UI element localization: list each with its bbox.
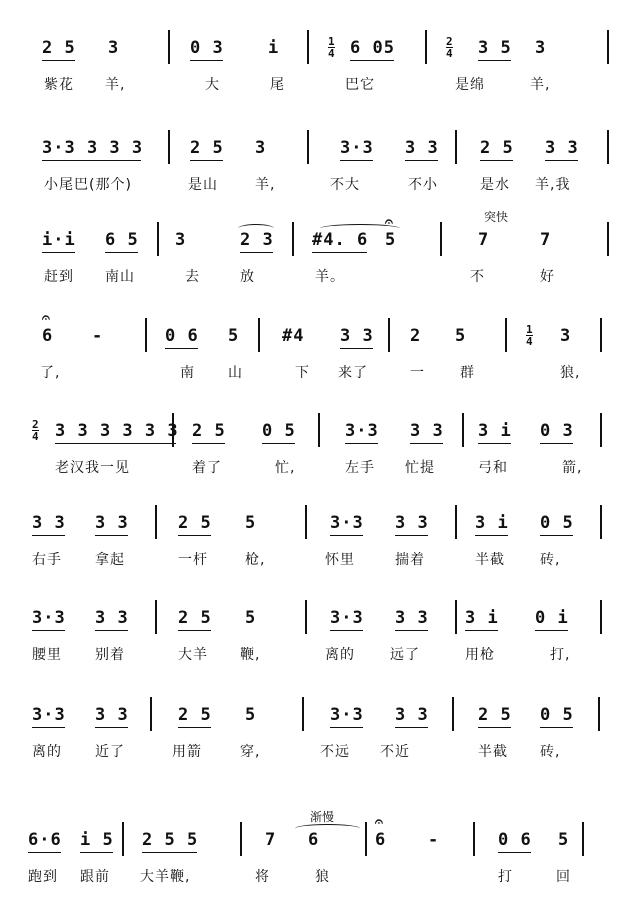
note-group: 0 3 xyxy=(540,421,574,441)
barline xyxy=(305,600,307,634)
slur-arc xyxy=(295,824,360,833)
beam-underline xyxy=(480,160,513,161)
lyric-text: 群 xyxy=(460,365,475,381)
time-signature: 1 4 xyxy=(328,35,335,60)
beam-underline xyxy=(475,535,508,536)
lyric-text: 大羊 xyxy=(178,647,208,663)
beam-underline xyxy=(478,727,511,728)
beam-underline xyxy=(345,443,378,444)
note-group: 6 xyxy=(42,326,54,346)
barline xyxy=(122,822,124,856)
beam-underline xyxy=(410,443,443,444)
lyric-text: 羊,我 xyxy=(535,177,571,193)
lyric-text: 巴它 xyxy=(345,77,375,93)
note-group: 0 5 xyxy=(262,421,296,441)
beam-underline xyxy=(350,60,394,61)
beam-underline xyxy=(190,160,223,161)
note-group: 7 xyxy=(265,830,277,850)
beam-underline xyxy=(540,443,573,444)
note-group: 3·3 xyxy=(345,421,379,441)
beam-underline xyxy=(340,160,373,161)
lyric-text: 用枪 xyxy=(465,647,495,663)
note-group: 2 5 xyxy=(192,421,226,441)
note-group: 6 5 xyxy=(105,230,139,250)
beam-underline xyxy=(190,60,223,61)
beam-underline xyxy=(32,630,65,631)
beam-underline xyxy=(540,727,573,728)
lyric-text: 羊, xyxy=(105,77,126,93)
lyric-text: 右手 xyxy=(32,552,62,568)
note-group: 3 xyxy=(108,38,120,58)
lyric-text: 不 xyxy=(470,269,485,285)
note-group: 3 xyxy=(175,230,187,250)
lyric-text: 是绵 xyxy=(455,77,485,93)
note-group: 3 3 xyxy=(395,513,429,533)
lyric-text: 用箭 xyxy=(172,744,202,760)
lyric-text: 放 xyxy=(240,269,255,285)
barline xyxy=(258,318,260,352)
lyric-text: 去 xyxy=(185,269,200,285)
lyric-text: 山 xyxy=(228,365,243,381)
score-line xyxy=(0,697,640,787)
note-group: 0 6 xyxy=(498,830,532,850)
lyric-text: 小尾巴(那个) xyxy=(44,177,132,193)
barline xyxy=(365,822,367,856)
fermata-icon: 𝄐 xyxy=(375,814,383,830)
score-line xyxy=(0,210,640,312)
lyric-text: 不小 xyxy=(408,177,438,193)
note-group: 7 xyxy=(478,230,490,250)
note-group: 3 3 xyxy=(95,705,129,725)
note-group: 3·3 3 3 3 xyxy=(42,138,144,158)
note-group: 2 5 xyxy=(42,38,76,58)
barline xyxy=(600,318,602,352)
beam-underline xyxy=(330,630,363,631)
barline xyxy=(452,697,454,731)
tempo-annotation: 突快 xyxy=(484,210,509,224)
note-group: i·i xyxy=(42,230,76,250)
lyric-text: 鞭, xyxy=(240,647,261,663)
beam-underline xyxy=(330,535,363,536)
lyric-text: 穿, xyxy=(240,744,261,760)
barline xyxy=(305,505,307,539)
note-group: #4 xyxy=(282,326,305,346)
barline xyxy=(462,413,464,447)
lyric-text: 跟前 xyxy=(80,869,110,885)
beam-underline xyxy=(178,535,211,536)
note-group: 0 6 xyxy=(165,326,199,346)
note-group: 5 xyxy=(455,326,467,346)
note-group: 2 5 xyxy=(190,138,224,158)
note-group: i 5 xyxy=(80,830,114,850)
note-group: 5 xyxy=(558,830,570,850)
beam-underline xyxy=(395,630,428,631)
note-group: 3·3 xyxy=(340,138,374,158)
note-group: 2 5 5 xyxy=(142,830,199,850)
beam-underline xyxy=(545,160,578,161)
barline xyxy=(600,505,602,539)
beam-underline xyxy=(95,535,128,536)
barline xyxy=(388,318,390,352)
beam-underline xyxy=(80,852,113,853)
note-group: 2 5 xyxy=(478,705,512,725)
note-group: 2 xyxy=(410,326,422,346)
lyric-text: 弓和 xyxy=(478,460,508,476)
lyric-text: 羊。 xyxy=(315,269,345,285)
note-group: 3·3 xyxy=(32,608,66,628)
lyric-text: 一杆 xyxy=(178,552,208,568)
lyric-text: 南 xyxy=(180,365,195,381)
lyric-text: 紫花 xyxy=(44,77,74,93)
note-group: 6 xyxy=(308,830,320,850)
barline xyxy=(455,130,457,164)
barline xyxy=(600,413,602,447)
barline xyxy=(145,318,147,352)
beam-underline xyxy=(95,727,128,728)
lyric-text: 怀里 xyxy=(325,552,355,568)
barline xyxy=(155,505,157,539)
note-group: 0 3 xyxy=(190,38,224,58)
lyric-text: 不近 xyxy=(380,744,410,760)
beam-underline xyxy=(42,160,141,161)
note-group: 3 3 xyxy=(545,138,579,158)
lyric-text: 打 xyxy=(498,869,513,885)
lyric-text: 离的 xyxy=(325,647,355,663)
barline xyxy=(157,222,159,256)
time-signature: 2 4 xyxy=(446,35,453,60)
score-line xyxy=(0,310,640,408)
time-signature: 1 4 xyxy=(526,323,533,348)
barline xyxy=(582,822,584,856)
beam-underline xyxy=(540,535,573,536)
lyric-text: 狼 xyxy=(315,869,330,885)
beam-underline xyxy=(105,252,138,253)
note-group: 3 xyxy=(255,138,267,158)
beam-underline xyxy=(28,852,61,853)
note-group: 3 xyxy=(560,326,572,346)
note-group: 3·3 xyxy=(330,608,364,628)
lyric-text: 远了 xyxy=(390,647,420,663)
barline xyxy=(240,822,242,856)
lyric-text: 大 xyxy=(205,77,220,93)
lyric-text: 羊, xyxy=(255,177,276,193)
score-line xyxy=(0,600,640,690)
note-group: 3 3 3 3 3 3 xyxy=(55,421,179,441)
lyric-text: 近了 xyxy=(95,744,125,760)
lyric-text: 左手 xyxy=(345,460,375,476)
lyric-text: 老汉我一见 xyxy=(55,460,130,476)
barline xyxy=(598,697,600,731)
barline xyxy=(307,30,309,64)
lyric-text: 回 xyxy=(556,869,571,885)
lyric-text: 不远 xyxy=(320,744,350,760)
note-group: - xyxy=(428,830,440,850)
note-group: 3 i xyxy=(478,421,512,441)
lyric-text: 来了 xyxy=(338,365,368,381)
note-group: 3 3 xyxy=(395,705,429,725)
note-group: 5 xyxy=(245,513,257,533)
note-group: 2 3 xyxy=(240,230,274,250)
beam-underline xyxy=(165,348,198,349)
score-line xyxy=(0,810,640,912)
lyric-text: 大羊鞭, xyxy=(140,869,191,885)
lyric-text: 半截 xyxy=(478,744,508,760)
barline xyxy=(155,600,157,634)
lyric-text: 忙提 xyxy=(405,460,435,476)
note-group: 3 3 xyxy=(95,513,129,533)
lyric-text: 砖, xyxy=(540,744,561,760)
lyric-text: 打, xyxy=(550,647,571,663)
lyric-text: 揣着 xyxy=(395,552,425,568)
lyric-text: 箭, xyxy=(562,460,583,476)
barline xyxy=(168,130,170,164)
note-group: 3 3 xyxy=(410,421,444,441)
beam-underline xyxy=(142,852,197,853)
beam-underline xyxy=(240,252,273,253)
note-group: 5 xyxy=(245,608,257,628)
barline xyxy=(292,222,294,256)
beam-underline xyxy=(42,60,75,61)
beam-underline xyxy=(32,535,65,536)
lyric-text: 是水 xyxy=(480,177,510,193)
note-group: 2 5 xyxy=(178,705,212,725)
time-signature: 2 4 xyxy=(32,418,39,443)
barline xyxy=(150,697,152,731)
note-group: 5 xyxy=(245,705,257,725)
lyric-text: 好 xyxy=(540,269,555,285)
beam-underline xyxy=(395,727,428,728)
lyric-text: 离的 xyxy=(32,744,62,760)
barline xyxy=(318,413,320,447)
lyric-text: 是山 xyxy=(188,177,218,193)
note-group: 6 xyxy=(375,830,387,850)
beam-underline xyxy=(330,727,363,728)
note-group: 3·3 xyxy=(330,705,364,725)
note-group: 3 i xyxy=(465,608,499,628)
barline xyxy=(607,130,609,164)
barline xyxy=(600,600,602,634)
note-group: 0 i xyxy=(535,608,569,628)
beam-underline xyxy=(262,443,295,444)
lyric-text: 尾 xyxy=(270,77,285,93)
note-group: 3 xyxy=(535,38,547,58)
note-group: 6·6 xyxy=(28,830,62,850)
note-group: 2 5 xyxy=(178,608,212,628)
lyric-text: 下 xyxy=(295,365,310,381)
note-group: i xyxy=(268,38,280,58)
tempo-annotation: 渐慢 xyxy=(310,810,335,824)
note-group: 6 05 xyxy=(350,38,395,58)
barline xyxy=(455,600,457,634)
note-group: 3·3 xyxy=(32,705,66,725)
beam-underline xyxy=(42,252,75,253)
fermata-icon: 𝄐 xyxy=(42,310,50,326)
note-group: 3 3 xyxy=(340,326,374,346)
barline xyxy=(607,222,609,256)
beam-underline xyxy=(192,443,225,444)
note-group: 3 5 xyxy=(478,38,512,58)
lyric-text: 不大 xyxy=(330,177,360,193)
note-group: 0 5 xyxy=(540,705,574,725)
beam-underline xyxy=(478,443,511,444)
beam-underline xyxy=(312,252,367,253)
beam-underline xyxy=(395,535,428,536)
barline xyxy=(302,697,304,731)
lyric-text: 将 xyxy=(255,869,270,885)
note-group: 2 5 xyxy=(480,138,514,158)
lyric-text: 跑到 xyxy=(28,869,58,885)
beam-underline xyxy=(465,630,498,631)
note-group: - xyxy=(92,326,104,346)
score-line xyxy=(0,130,640,220)
fermata-icon: 𝄐 xyxy=(385,214,393,230)
note-group: 0 5 xyxy=(540,513,574,533)
beam-underline xyxy=(340,348,373,349)
barline xyxy=(425,30,427,64)
beam-underline xyxy=(178,727,211,728)
barline xyxy=(473,822,475,856)
beam-underline xyxy=(95,630,128,631)
note-group: 3 3 xyxy=(395,608,429,628)
note-group: 2 5 xyxy=(178,513,212,533)
barline xyxy=(607,30,609,64)
lyric-text: 枪, xyxy=(245,552,266,568)
note-group: 7 xyxy=(540,230,552,250)
lyric-text: 羊, xyxy=(530,77,551,93)
lyric-text: 赶到 xyxy=(44,269,74,285)
score-line xyxy=(0,30,640,120)
barline xyxy=(440,222,442,256)
lyric-text: 了, xyxy=(40,365,61,381)
lyric-text: 忙, xyxy=(275,460,296,476)
note-group: 5 xyxy=(228,326,240,346)
score-line xyxy=(0,505,640,595)
note-group: 5 xyxy=(385,230,397,250)
lyric-text: 南山 xyxy=(105,269,135,285)
note-group: 3·3 xyxy=(330,513,364,533)
beam-underline xyxy=(405,160,438,161)
barline xyxy=(455,505,457,539)
note-group: 3 i xyxy=(475,513,509,533)
note-group: 3 3 xyxy=(95,608,129,628)
lyric-text: 砖, xyxy=(540,552,561,568)
note-group: 3 3 xyxy=(32,513,66,533)
beam-underline xyxy=(55,443,176,444)
note-group: #4. 6 xyxy=(312,230,369,250)
barline xyxy=(168,30,170,64)
beam-underline xyxy=(498,852,531,853)
beam-underline xyxy=(178,630,211,631)
lyric-text: 一 xyxy=(410,365,425,381)
lyric-text: 狼, xyxy=(560,365,581,381)
beam-underline xyxy=(32,727,65,728)
score-line xyxy=(0,413,640,503)
lyric-text: 别着 xyxy=(95,647,125,663)
barline xyxy=(505,318,507,352)
lyric-text: 半截 xyxy=(475,552,505,568)
lyric-text: 拿起 xyxy=(95,552,125,568)
note-group: 3 3 xyxy=(405,138,439,158)
lyric-text: 着了 xyxy=(192,460,222,476)
beam-underline xyxy=(478,60,511,61)
slur-arc xyxy=(238,224,274,233)
barline xyxy=(307,130,309,164)
lyric-text: 腰里 xyxy=(32,647,62,663)
beam-underline xyxy=(535,630,568,631)
